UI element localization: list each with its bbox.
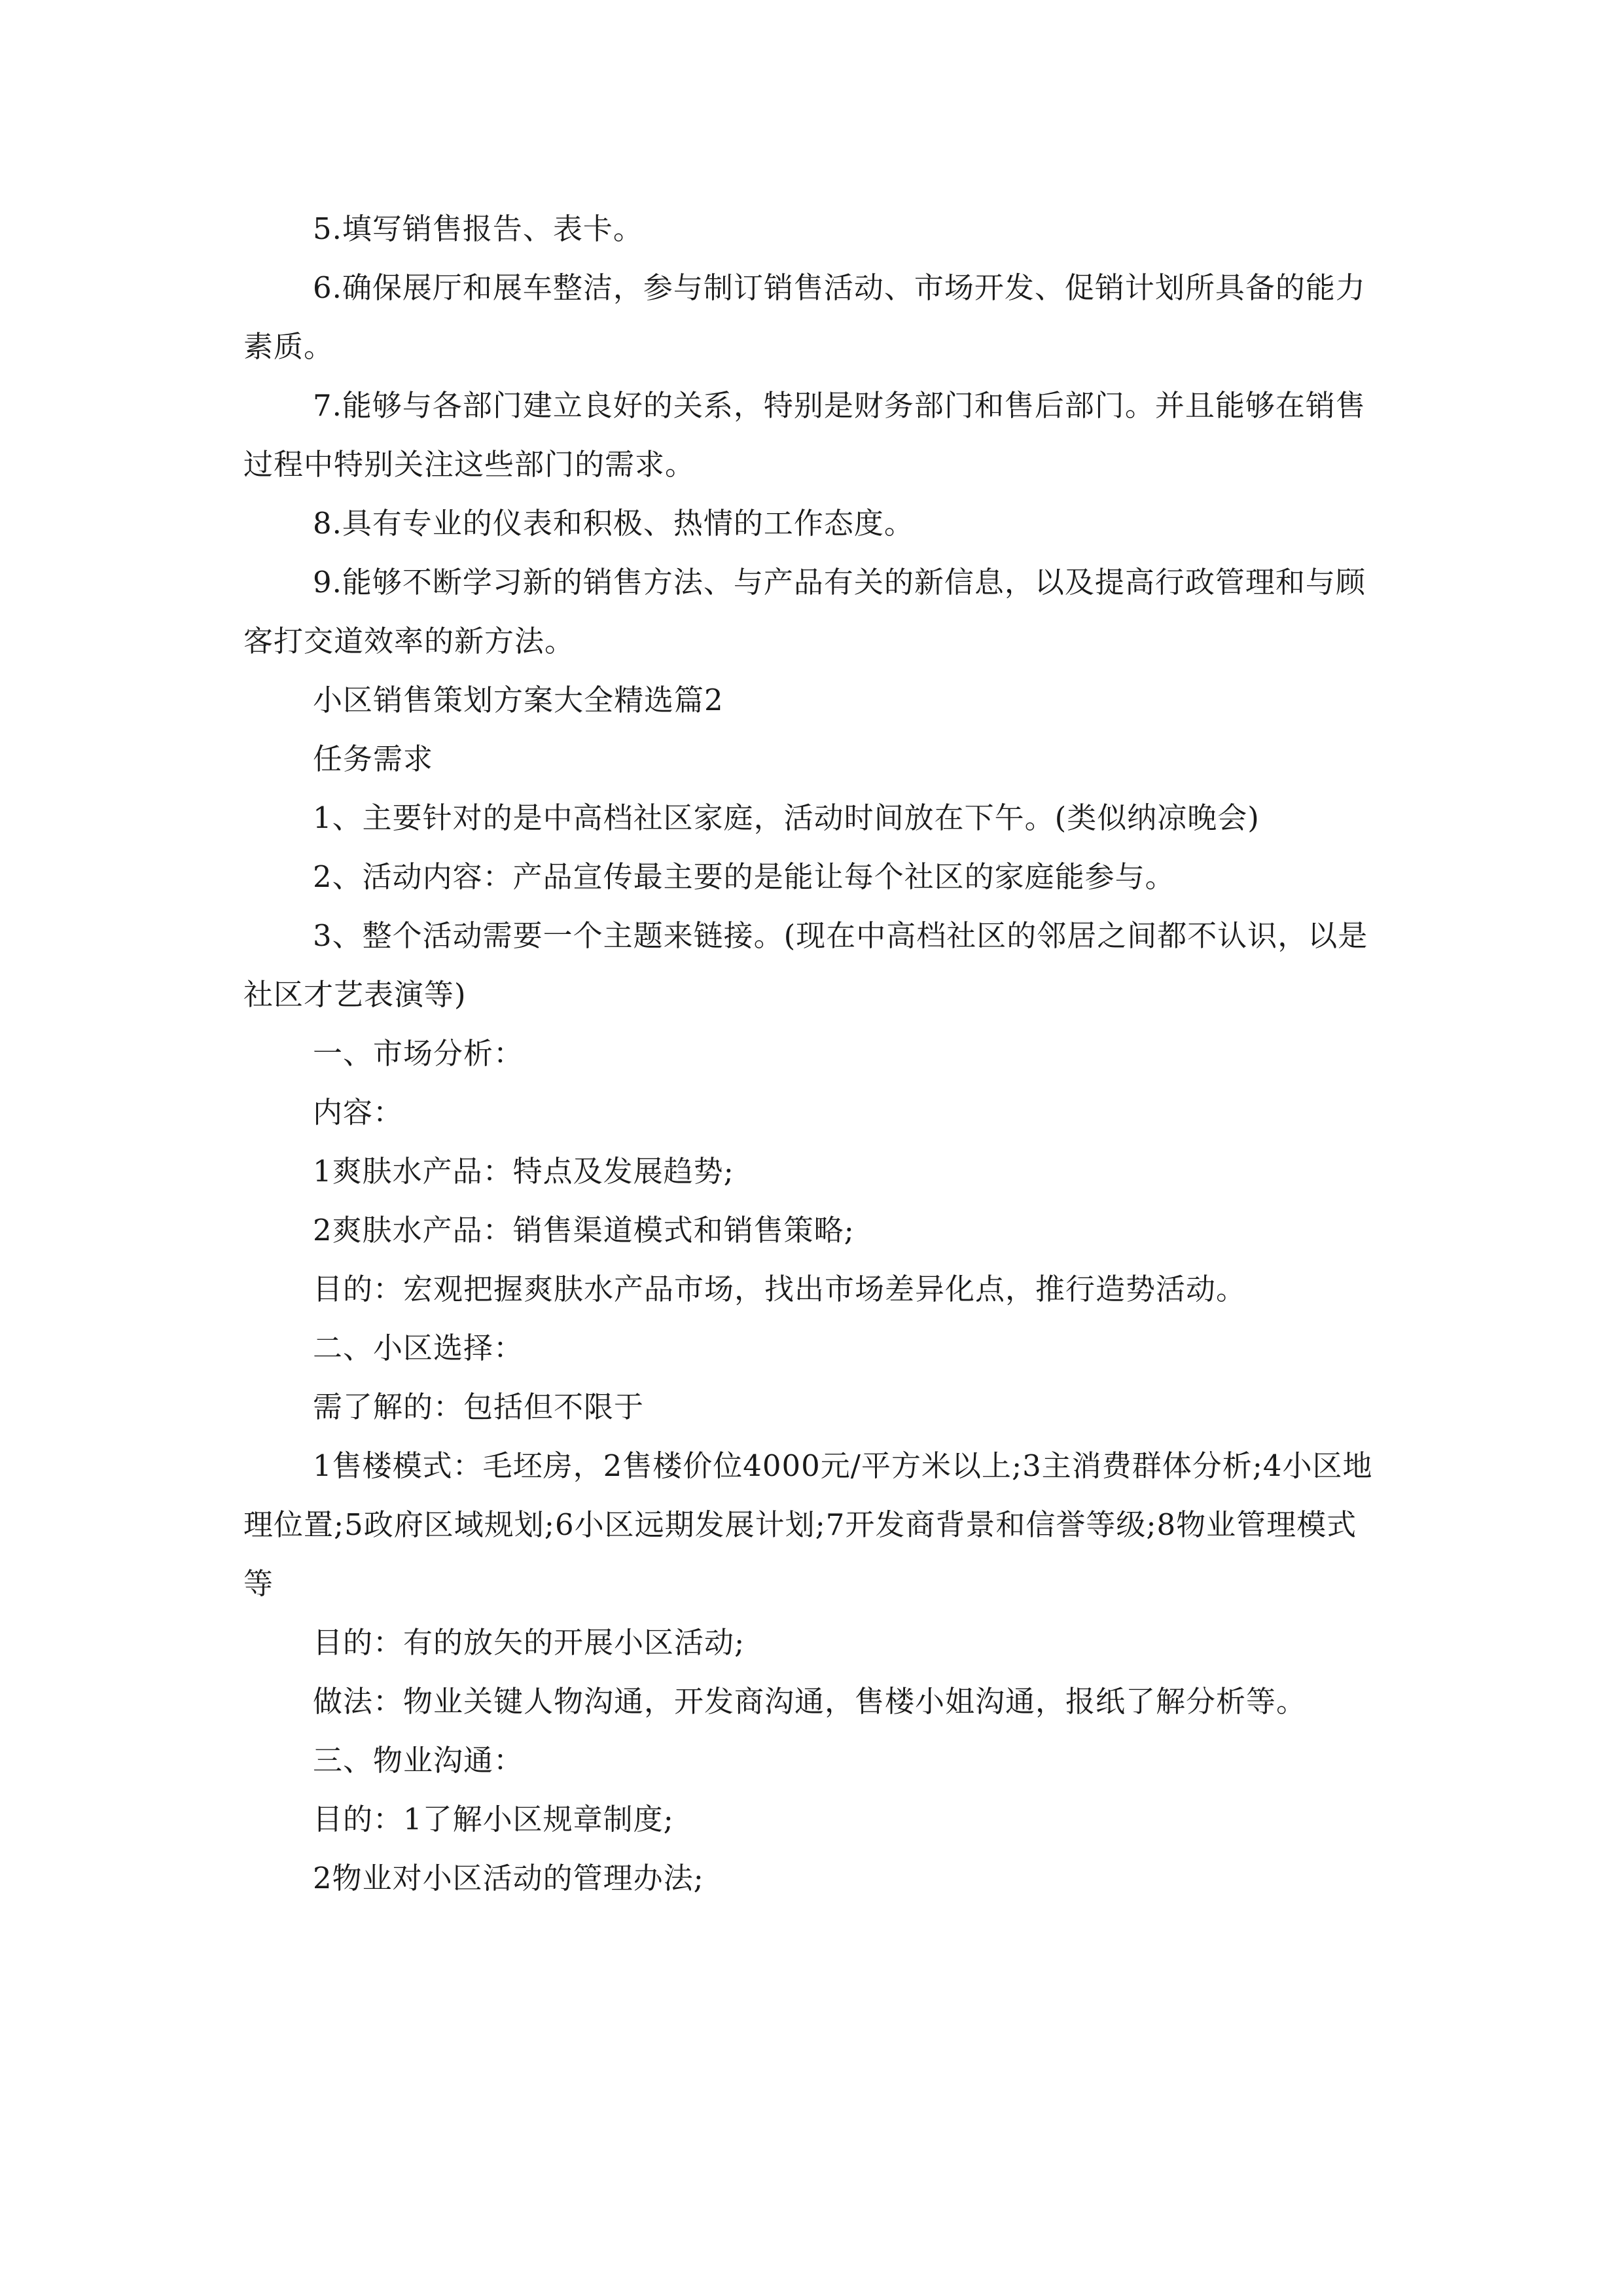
- paragraph-item-5: 5.填写销售报告、表卡。: [313, 211, 643, 246]
- document-body: [243, 200, 1383, 1908]
- content-label: 内容：: [313, 1095, 404, 1130]
- paragraph-item-8: 8.具有专业的仪表和积极、热情的工作态度。: [313, 506, 914, 541]
- requirement-item-1: 1、主要针对的是中高档社区家庭，活动时间放在下午。(类似纳凉晚会): [313, 800, 1260, 835]
- purpose-market: 目的：宏观把握爽肤水产品市场，找出市场差异化点，推行造势活动。: [313, 1272, 1247, 1306]
- section-heading: 小区销售策划方案大全精选篇2: [313, 683, 724, 717]
- requirement-item-3: 3、整个活动需要一个主题来链接。(现在中高档社区的邻居之间都不认识，以是社区才艺表演等): [243, 918, 1368, 1012]
- subheading-task-requirements: 任务需求: [313, 742, 434, 776]
- purpose-property-2: 2物业对小区活动的管理办法;: [313, 1861, 704, 1895]
- paragraph-item-6: 6.确保展厅和展车整洁，参与制订销售活动、市场开发、促销计划所具备的能力素质。: [243, 270, 1366, 364]
- heading-community-selection: 二、小区选择：: [313, 1331, 524, 1365]
- need-to-know-label: 需了解的：包括但不限于: [313, 1390, 645, 1424]
- method-community: 做法：物业关键人物沟通，开发商沟通，售楼小姐沟通，报纸了解分析等。: [313, 1684, 1307, 1719]
- content-item-1: 1爽肤水产品：特点及发展趋势;: [313, 1154, 734, 1189]
- heading-property-communication: 三、物业沟通：: [313, 1743, 524, 1778]
- purpose-property-1: 目的：1了解小区规章制度;: [313, 1802, 674, 1837]
- paragraph-item-7: 7.能够与各部门建立良好的关系，特别是财务部门和售后部门。并且能够在销售过程中特别关注这些部门的需求。: [243, 388, 1366, 482]
- purpose-community: 目的：有的放矢的开展小区活动;: [313, 1625, 745, 1660]
- content-item-2: 2爽肤水产品：销售渠道模式和销售策略;: [313, 1213, 855, 1247]
- heading-market-analysis: 一、市场分析：: [313, 1036, 524, 1071]
- paragraph-item-9: 9.能够不断学习新的销售方法、与产品有关的新信息，以及提高行政管理和与顾客打交道效率的新方法。: [243, 565, 1366, 658]
- community-criteria-list: 1售楼模式：毛坯房，2售楼价位4000元/平方米以上;3主消费群体分析;4小区地理位置;5政府区域规划;6小区远期发展计划;7开发商背景和信誉等级;8物业管理模式等: [243, 1448, 1373, 1601]
- requirement-item-2: 2、活动内容：产品宣传最主要的是能让每个社区的家庭能参与。: [313, 859, 1175, 894]
